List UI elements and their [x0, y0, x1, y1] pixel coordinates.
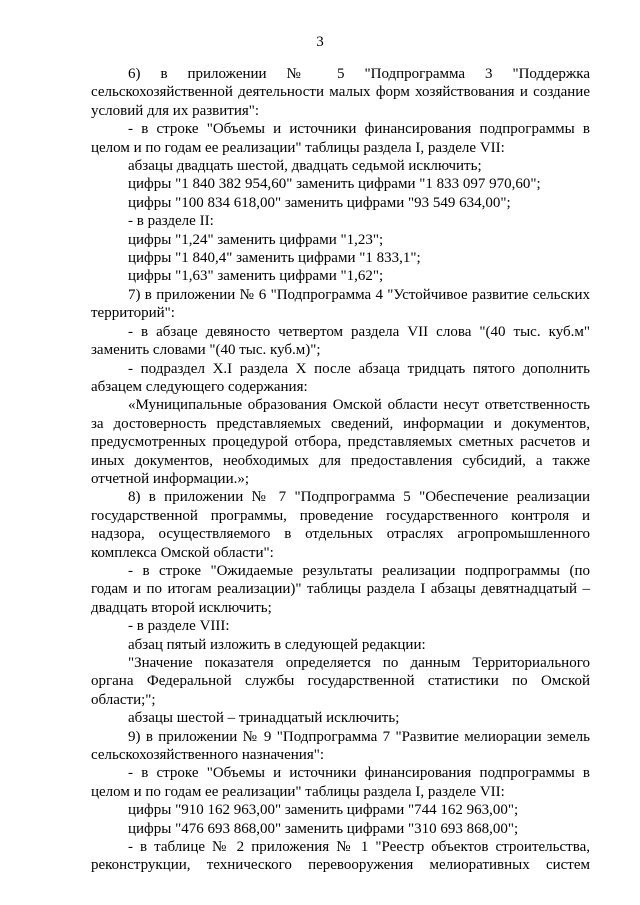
paragraph: цифры "100 834 618,00" заменить цифрами "93 549 634,00"; [128, 194, 511, 211]
quoted-paragraph: "Значение показателя определяется по данным Территориального органа Федеральной службы государственной статистики по Омской области;"; [91, 655, 590, 708]
page-number: 3 [316, 34, 324, 50]
quoted-paragraph: «Муниципальные образования Омской области несут ответственность за достоверность представляемых сведений, информации и документов, предусмотренных процедурой отбора, представляемых сметных расчетов и иных документов, необходимых для предоставления субсидий, а также отчетной информации.»; [91, 397, 590, 487]
paragraph: цифры "1 840 382 954,60" заменить цифрами "1 833 097 970,60"; [128, 176, 541, 193]
paragraph: 6) в приложении № 5 "Подпрограмма 3 "Поддержка сельскохозяйственной деятельности малых форм хозяйствования и создание условий для их развития": [91, 66, 590, 119]
paragraph: абзац пятый изложить в следующей редакции: [128, 636, 426, 653]
paragraph: цифры "476 693 868,00" заменить цифрами "310 693 868,00"; [128, 820, 519, 837]
paragraph: - в строке "Объемы и источники финансирования подпрограммы в целом и по годам ее реализации" таблицы раздела I, разделе VII: [91, 765, 590, 800]
paragraph: абзацы шестой – тринадцатый исключить; [128, 710, 400, 727]
paragraph: - в таблице № 2 приложения № 1 "Реестр объектов строительства, реконструкции, технического перевооружения мелиоративных систем [91, 839, 590, 874]
paragraph: - в абзаце девяносто четвертом раздела VII слова "(40 тыс. куб.м" заменить словами "(40 тыс. куб.м)"; [91, 323, 590, 359]
paragraph: цифры "910 162 963,00" заменить цифрами "744 162 963,00"; [128, 802, 519, 819]
paragraph: - подраздел X.I раздела X после абзаца тридцать пятого дополнить абзацем следующего содержания: [91, 360, 590, 395]
document-body [91, 65, 590, 875]
paragraph: абзацы двадцать шестой, двадцать седьмой исключить; [128, 158, 482, 175]
paragraph: - в разделе II: [128, 213, 214, 230]
paragraph: 7) в приложении № 6 "Подпрограмма 4 "Устойчивое развитие сельских территорий": [91, 286, 590, 322]
paragraph: - в строке "Ожидаемые результаты реализации подпрограммы (по годам и по итогам реализации)" таблицы раздела I абзацы девятнадцатый – двадцать второй исключить; [91, 562, 590, 616]
paragraph: 8) в приложении № 7 "Подпрограмма 5 "Обеспечение реализации государственной программы, проведение государственного контроля и надзора, осуществляемого в отдельных отраслях агропромышленного комплекса Омской области": [91, 489, 590, 561]
paragraph: - в строке "Объемы и источники финансирования подпрограммы в целом и по годам ее реализации" таблицы раздела I, разделе VII: [91, 121, 590, 156]
paragraph: цифры "1 840,4" заменить цифрами "1 833,1"; [128, 250, 421, 267]
paragraph: - в разделе VIII: [128, 618, 230, 635]
paragraph: цифры "1,63" заменить цифрами "1,62"; [128, 268, 384, 285]
paragraph: 9) в приложении № 9 "Подпрограмма 7 "Развитие мелиорации земель сельскохозяйственного назначения": [91, 728, 590, 764]
paragraph: цифры "1,24" заменить цифрами "1,23"; [128, 231, 384, 248]
